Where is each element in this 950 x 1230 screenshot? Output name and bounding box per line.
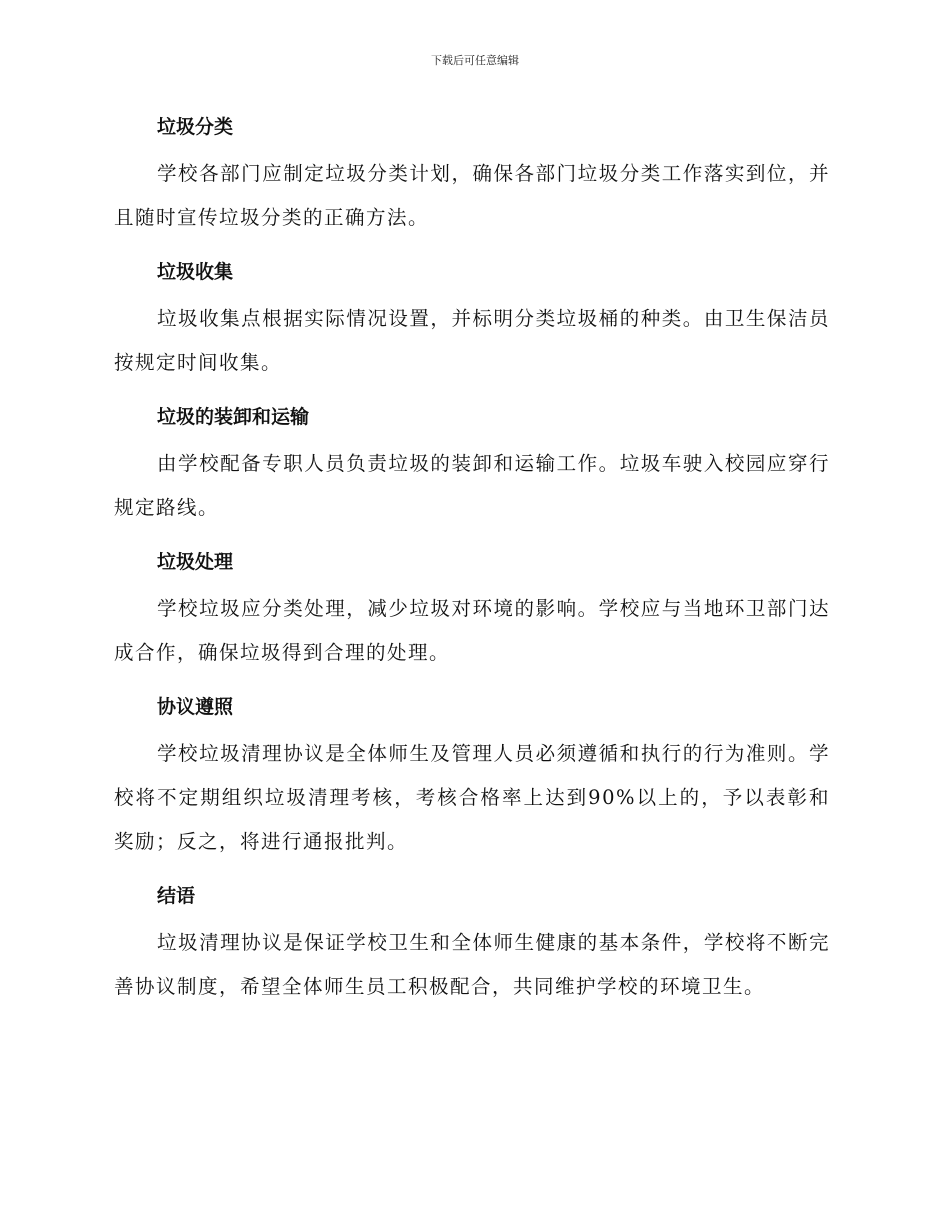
section-paragraph: 垃圾清理协议是保证学校卫生和全体师生健康的基本条件，学校将不断完善协议制度，希望全体师生员工积极配合，共同维护学校的环境卫生。 [114, 931, 830, 998]
section-paragraph: 垃圾收集点根据实际情况设置，并标明分类垃圾桶的种类。由卫生保洁员按规定时间收集。 [114, 307, 830, 374]
section-heading: 结语 [157, 885, 196, 907]
section-garbage-sorting [114, 110, 830, 240]
section-paragraph: 学校垃圾应分类处理，减少垃圾对环境的影响。学校应与当地环卫部门达成合作，确保垃圾得到合理的处理。 [114, 597, 830, 664]
section-loading-transport [114, 400, 830, 530]
section-agreement-compliance [114, 690, 830, 864]
section-heading: 协议遵照 [157, 696, 234, 718]
section-conclusion [114, 879, 830, 1009]
document-body [114, 110, 830, 1024]
section-heading: 垃圾分类 [157, 116, 234, 138]
section-garbage-collection [114, 255, 830, 385]
section-paragraph: 由学校配备专职人员负责垃圾的装卸和运输工作。垃圾车驶入校园应穿行规定路线。 [114, 452, 830, 519]
section-paragraph: 学校垃圾清理协议是全体师生及管理人员必须遵循和执行的行为准则。学校将不定期组织垃圾清理考核，考核合格率上达到90%以上的，予以表彰和奖励；反之，将进行通报批判。 [114, 742, 830, 853]
section-heading: 垃圾的装卸和运输 [157, 406, 310, 428]
section-garbage-processing [114, 545, 830, 675]
page-header-note: 下载后可任意编辑 [431, 54, 519, 67]
section-heading: 垃圾处理 [157, 551, 234, 573]
section-heading: 垃圾收集 [157, 261, 234, 283]
section-paragraph: 学校各部门应制定垃圾分类计划，确保各部门垃圾分类工作落实到位，并且随时宣传垃圾分类的正确方法。 [114, 162, 830, 229]
